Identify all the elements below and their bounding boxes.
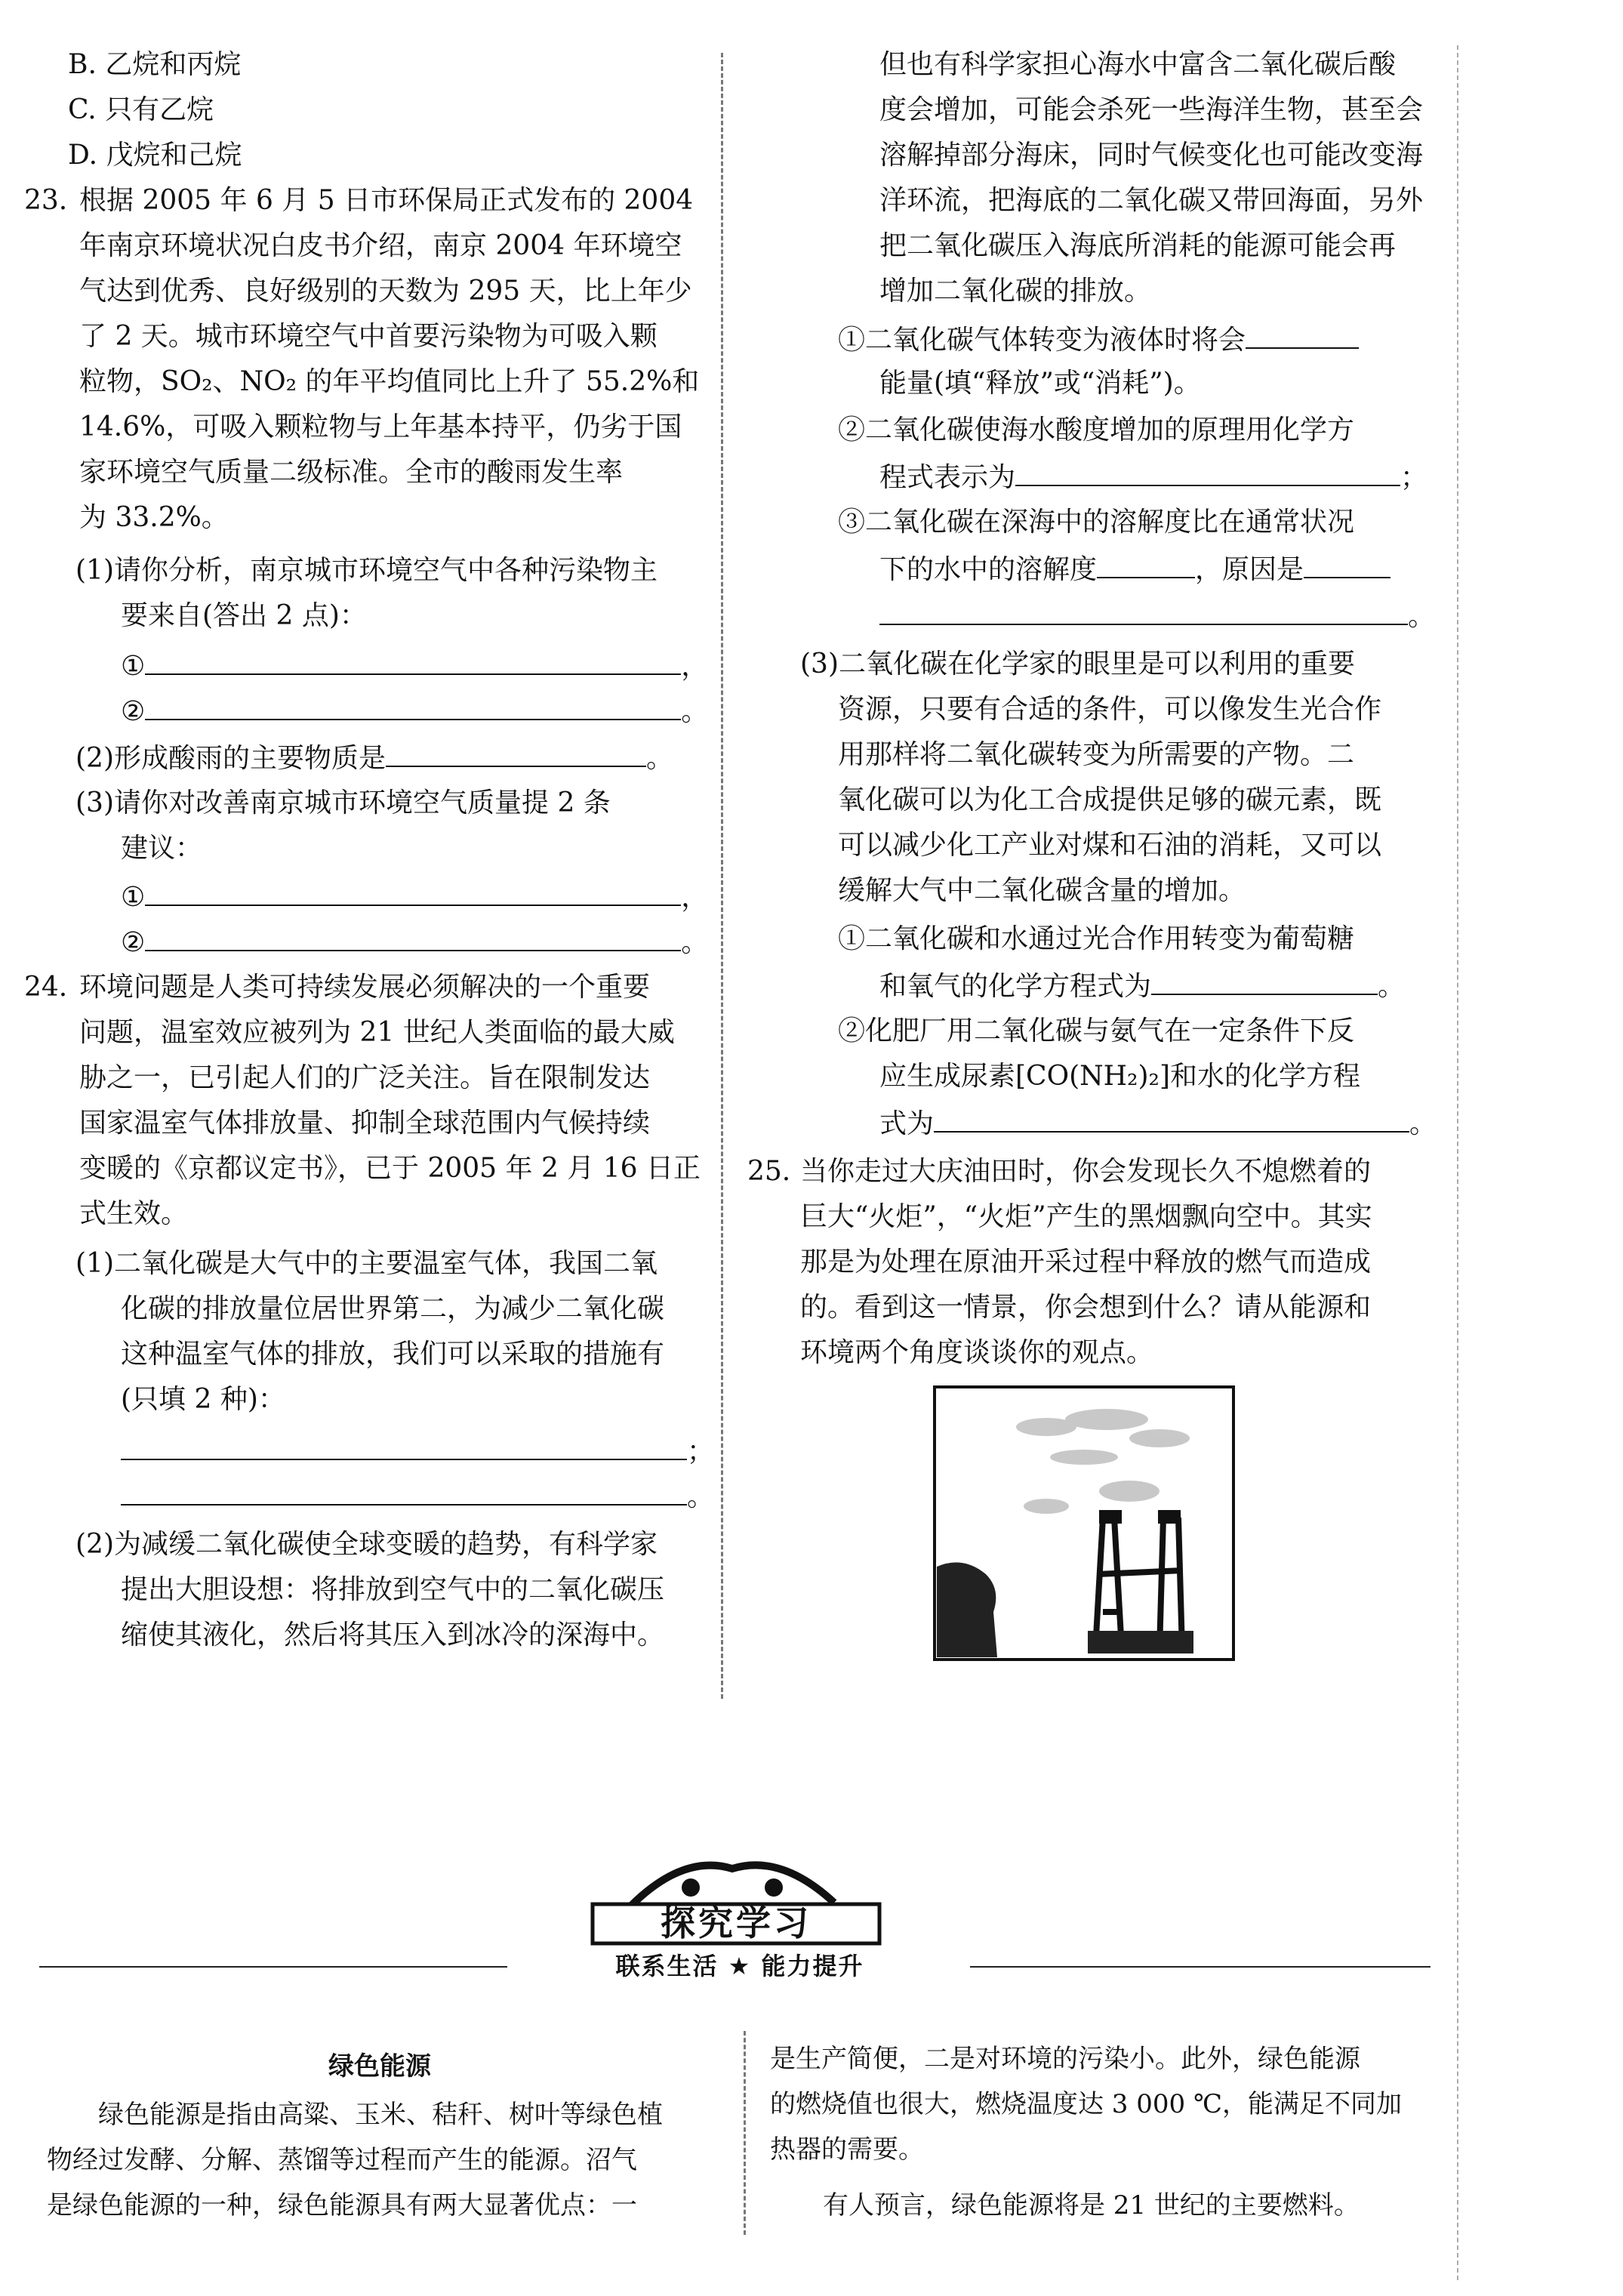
q25-line: 环境两个角度谈谈你的观点。 bbox=[800, 1337, 1154, 1368]
answer-blank[interactable] bbox=[145, 651, 681, 675]
q24-measure-1: ； bbox=[121, 1436, 714, 1465]
q23-suggestion-1: ① ， bbox=[121, 882, 709, 913]
q24-sub2-item2: 程式表示为 ； bbox=[879, 462, 1428, 493]
answer-blank[interactable] bbox=[145, 696, 681, 720]
q24-sub2: 缩使其液化，然后将其压入到冰冷的深海中。 bbox=[121, 1620, 665, 1650]
section-rule-left bbox=[39, 1966, 507, 1968]
right-margin-line bbox=[1457, 45, 1458, 2280]
answer-blank[interactable] bbox=[145, 927, 681, 951]
q25-line: 那是为处理在原油开采过程中释放的燃气而造成 bbox=[800, 1247, 1372, 1277]
q23-sub1: 要来自(答出 2 点)： bbox=[121, 600, 367, 631]
q24-continued: 增加二氧化碳的排放。 bbox=[879, 276, 1152, 307]
q23-line: 为 33.2%。 bbox=[79, 502, 229, 533]
q24-sub3-item2: ②化肥厂用二氧化碳与氨气在一定条件下反 bbox=[838, 1015, 1355, 1046]
q24-line: 问题，温室效应被列为 21 世纪人类面临的最大威 bbox=[79, 1017, 675, 1048]
answer-blank[interactable] bbox=[121, 1481, 687, 1505]
reading-right-line: 是生产简便，二是对环境的污染小。此外，绿色能源 bbox=[770, 2044, 1360, 2074]
q24-sub2: 提出大胆设想：将排放到空气中的二氧化碳压 bbox=[121, 1574, 665, 1605]
question-23-number: 23. bbox=[24, 185, 68, 216]
answer-blank[interactable] bbox=[145, 882, 681, 906]
q24-sub2-item3: 下的水中的溶解度 ，原因是 bbox=[879, 554, 1390, 584]
reading-divider bbox=[744, 2031, 746, 2235]
q23-suggestion-2: ② 。 bbox=[121, 927, 709, 958]
q24-sub3-item1: ①二氧化碳和水通过光合作用转变为葡萄糖 bbox=[838, 923, 1355, 954]
question-24-number: 24. bbox=[24, 972, 68, 1003]
q24-sub1: 化碳的排放量位居世界第二，为减少二氧化碳 bbox=[121, 1293, 665, 1324]
answer-blank[interactable] bbox=[121, 1436, 687, 1460]
q24-line: 变暖的《京都议定书》，已于 2005 年 2 月 16 日正 bbox=[79, 1153, 701, 1184]
q23-line: 家环境空气质量二级标准。全市的酸雨发生率 bbox=[79, 457, 624, 488]
q24-sub2-item1: ①二氧化碳气体转变为液体时将会 bbox=[838, 325, 1359, 354]
answer-blank[interactable] bbox=[1304, 554, 1390, 578]
option-b: B. 乙烷和丙烷 bbox=[68, 49, 242, 80]
q24-sub2: (2)为减缓二氧化碳使全球变暖的趋势，有科学家 bbox=[75, 1529, 658, 1560]
q24-sub2-item2: ②二氧化碳使海水酸度增加的原理用化学方 bbox=[838, 415, 1355, 445]
q24-continued: 度会增加，可能会杀死一些海洋生物，甚至会 bbox=[879, 94, 1424, 125]
oilfield-flare-illustration bbox=[933, 1385, 1235, 1661]
answer-blank[interactable] bbox=[1097, 554, 1195, 578]
reading-left-line: 物经过发酵、分解、蒸馏等过程而产生的能源。沼气 bbox=[47, 2145, 637, 2175]
answer-blank[interactable] bbox=[386, 743, 646, 767]
q23-line: 年南京环境状况白皮书介绍，南京 2004 年环境空 bbox=[79, 230, 682, 261]
q23-line: 气达到优秀、良好级别的天数为 295 天，比上年少 bbox=[79, 276, 692, 307]
q24-line: 环境问题是人类可持续发展必须解决的一个重要 bbox=[79, 972, 651, 1003]
q24-sub3-item2: 式为 。 bbox=[879, 1108, 1437, 1139]
reading-right-line: 热器的需要。 bbox=[770, 2134, 924, 2165]
reading-right-line: 的燃烧值也很大，燃烧温度达 3 000 ℃，能满足不同加 bbox=[770, 2089, 1402, 2119]
q24-sub1: 这种温室气体的排放，我们可以采取的措施有 bbox=[121, 1339, 665, 1370]
q23-answer-2: ② 。 bbox=[121, 696, 709, 727]
q24-measure-2: 。 bbox=[121, 1481, 714, 1511]
q24-sub2-item3: ③二氧化碳在深海中的溶解度比在通常状况 bbox=[838, 507, 1355, 538]
q25-line: 的。看到这一情景，你会想到什么？请从能源和 bbox=[800, 1292, 1372, 1323]
q24-sub3: 可以减少化工产业对煤和石油的消耗，又可以 bbox=[838, 830, 1382, 861]
question-25-number: 25. bbox=[747, 1156, 791, 1187]
q24-sub3-item2: 应生成尿素[CO(NH₂)₂]和水的化学方程 bbox=[879, 1061, 1360, 1092]
q24-sub2-item1: 能量(填“释放”或“消耗”)。 bbox=[879, 368, 1201, 399]
column-divider bbox=[721, 53, 723, 1699]
option-d: D. 戊烷和己烷 bbox=[68, 140, 242, 171]
q25-line: 巨大“火炬”，“火炬”产生的黑烟飘向空中。其实 bbox=[800, 1201, 1372, 1232]
option-c: C. 只有乙烷 bbox=[68, 94, 214, 125]
section-rule-right bbox=[970, 1966, 1431, 1968]
q24-sub3: 氧化碳可以为化工合成提供足够的碳元素，既 bbox=[838, 784, 1382, 815]
q24-sub3: 资源，只要有合适的条件，可以像发生光合作 bbox=[838, 694, 1382, 725]
reading-left-line: 是绿色能源的一种，绿色能源具有两大显著优点：一 bbox=[47, 2190, 637, 2220]
q23-line: 了 2 天。城市环境空气中首要污染物为可吸入颗 bbox=[79, 321, 658, 352]
q24-line: 胁之一，已引起人们的广泛关注。旨在限制发达 bbox=[79, 1062, 651, 1093]
q24-continued: 溶解掉部分海床，同时气候变化也可能改变海 bbox=[879, 140, 1424, 171]
q23-line: 14.6%，可吸入颗粒物与上年基本持平，仍劣于国 bbox=[79, 411, 682, 442]
section-subtitle: 联系生活 ★ 能力提升 bbox=[615, 1952, 864, 1980]
q24-sub3: 缓解大气中二氧化碳含量的增加。 bbox=[838, 875, 1246, 906]
answer-blank[interactable] bbox=[934, 1108, 1409, 1133]
answer-blank[interactable] bbox=[1246, 325, 1359, 349]
answer-blank[interactable] bbox=[879, 601, 1408, 625]
q24-continued: 洋环流，把海底的二氧化碳又带回海面，另外 bbox=[879, 185, 1424, 216]
answer-blank[interactable] bbox=[1015, 462, 1400, 486]
q23-line: 粒物，SO₂、NO₂ 的年平均值同比上升了 55.2%和 bbox=[79, 366, 700, 397]
q25-line: 当你走过大庆油田时，你会发现长久不熄燃着的 bbox=[800, 1156, 1372, 1187]
reading-right-line: 有人预言，绿色能源将是 21 世纪的主要燃料。 bbox=[823, 2190, 1360, 2220]
q24-sub3-item1: 和氧气的化学方程式为 。 bbox=[879, 971, 1406, 1002]
reading-title: 绿色能源 bbox=[328, 2051, 431, 2082]
reading-left-line: 绿色能源是指由高粱、玉米、秸秆、树叶等绿色植 bbox=[98, 2100, 663, 2130]
q24-continued: 把二氧化碳压入海底所消耗的能源可能会再 bbox=[879, 230, 1397, 261]
q23-sub3: (3)请你对改善南京城市环境空气质量提 2 条 bbox=[75, 787, 611, 818]
q24-sub2-item3: 。 bbox=[879, 601, 1435, 630]
q23-answer-1: ① ， bbox=[121, 651, 709, 682]
section-title: 探究学习 bbox=[661, 1903, 812, 1943]
q24-sub3: 用那样将二氧化碳转变为所需要的产物。二 bbox=[838, 739, 1355, 770]
q24-sub1: (只填 2 种)： bbox=[121, 1384, 285, 1415]
q23-sub2: (2)形成酸雨的主要物质是 。 bbox=[75, 743, 674, 774]
q23-sub3: 建议： bbox=[121, 833, 203, 864]
q24-line: 式生效。 bbox=[79, 1198, 189, 1229]
q24-sub1: (1)二氧化碳是大气中的主要温室气体，我国二氧 bbox=[75, 1248, 658, 1279]
answer-blank[interactable] bbox=[1151, 971, 1378, 995]
q24-continued: 但也有科学家担心海水中富含二氧化碳后酸 bbox=[879, 49, 1397, 80]
q24-line: 国家温室气体排放量、抑制全球范围内气候持续 bbox=[79, 1108, 651, 1139]
q23-line: 根据 2005 年 6 月 5 日市环保局正式发布的 2004 bbox=[79, 185, 694, 216]
q24-sub3: (3)二氧化碳在化学家的眼里是可以利用的重要 bbox=[800, 649, 1355, 680]
q23-sub1: (1)请你分析，南京城市环境空气中各种污染物主 bbox=[75, 555, 658, 586]
